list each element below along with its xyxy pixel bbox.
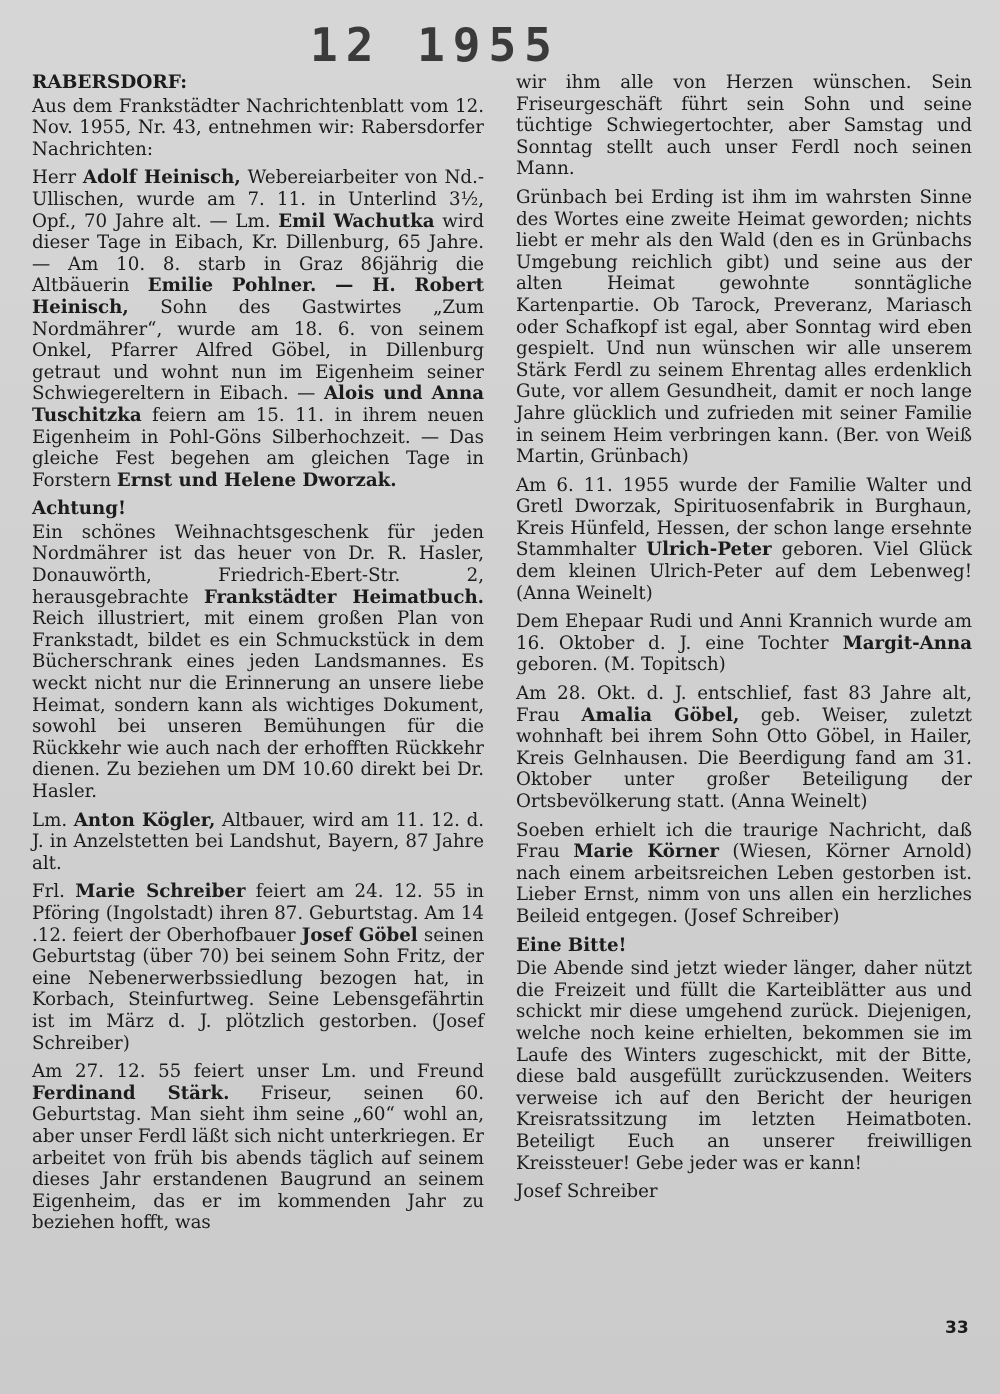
intro-paragraph: Aus dem Frankstädter Nachrichtenblatt vom 12. Nov. 1955, Nr. 43, entnehmen wir: Rabersdorfer Nachrichten:: [32, 95, 484, 160]
section-heading-achtung: Achtung!: [32, 498, 126, 520]
section-heading-rabersdorf: RABERSDORF:: [32, 72, 188, 93]
page-number: 33: [945, 1318, 969, 1338]
krannich-paragraph: Dem Ehepaar Rudi und Anni Krannich wurde am 16. Oktober d. J. eine Tochter Margit-Anna geboren. (M. Topitsch): [516, 611, 972, 676]
right-column: [516, 72, 972, 1210]
gruenbach-paragraph: Grünbach bei Erding ist ihm im wahrsten Sinne des Wortes eine zweite Heimat geworden; nichts liebt er mehr als den Wald (den es in Grünbachs Umgebung reichlich gibt) und seine aus der alten Heimat gewohnte sonntägliche Kartenpartie. Ob Tarock, Preveranz, Mariasch oder Schafkopf ist egal, aber Sonntag wird eben gespielt. Und nun wünschen wir alle unserem Stärk Ferdl zu seinem Ehrentag alles erdenklich Gute, vor allem Gesundheit, damit er noch lange Jahre glücklich und zufrieden mit seiner Familie in seinem Heim verbringen kann. (Ber. von Weiß Martin, Grünbach): [516, 186, 972, 468]
birthday-paragraph: Frl. Marie Schreiber feiert am 24. 12. 55 in Pföring (Ingolstadt) ihren 87. Geburtstag. Am 14 .12. feiert der Oberhofbauer Josef Göbel seinen Geburtstag (über 70) bei seinem Sohn Fritz, der eine Nebenerwerbssiedlung bezogen hat, in Korbach, Steinfurtweg. Seine Lebensgefährtin ist im März d. J. plötzlich gestorben. (Josef Schreiber): [32, 881, 484, 1054]
news-paragraph-rabersdorf: Herr Adolf Heinisch, Webereiarbeiter von Nd.-Ullischen, wurde am 7. 11. in Unterlind 3½, Opf., 70 Jahre alt. — Lm. Emil Wachutka wird dieser Tage in Eibach, Kr. Dillenburg, 65 Jahre. — Am 10. 8. starb in Graz 86jährig die Altbäuerin Emilie Pohlner. — H. Robert Heinisch, Sohn des Gastwirtes „Zum Nordmährer“, wurde am 18. 6. von seinem Onkel, Pfarrer Alfred Göbel, in Dillenburg getraut und wohnt nun im Eigenheim seiner Schwiegereltern in Eibach. — Alois und Anna Tuschitzka feiern am 15. 11. in ihrem neuen Eigenheim in Pohl-Göns Silberhochzeit. — Das gleiche Fest begehen am gleichen Tage in Forstern Ernst und Helene Dworzak.: [32, 167, 484, 491]
heimatbuch-paragraph: Ein schönes Weihnachtsgeschenk für jeden Nordmährer ist das heuer von Dr. R. Hasler, Donauwörth, Friedrich-Ebert-Str. 2, herausgebrachte Frankstädter Heimatbuch. Reich illustriert, mit einem großen Plan von Frankstadt, bildet es ein Schmuckstück in dem Bücherschrank eines jeden Landsmannes. Es weckt nicht nur die Erinnerung an unsere liebe Heimat, sondern kann als wichtiges Dokument, sowohl bei unseren Bemühungen für die Rückkehr wie auch nach der erhofften Rückkehr dienen. Zu beziehen um DM 10.60 direkt bei Dr. Hasler.: [32, 521, 485, 802]
obituary-koerner-paragraph: Soeben erhielt ich die traurige Nachricht, daß Frau Marie Körner (Wiesen, Körner Arnold) nach einem arbeitsreichen Leben gestorben ist. Lieber Ernst, nimm von uns allen ein herzliches Beileid entgegen. (Josef Schreiber): [516, 819, 972, 927]
signature: Josef Schreiber: [516, 1181, 658, 1203]
issue-date-stamp: 12 1955: [310, 18, 560, 72]
continuation-paragraph: wir ihm alle von Herzen wünschen. Sein Friseurgeschäft führt sein Sohn und seine tüchtige Schwiegertochter, aber Samstag und Sonntag stellt auch unser Ferdl noch seinen Mann.: [516, 72, 972, 180]
koegler-paragraph: Lm. Anton Kögler, Altbauer, wird am 11. 12. d. J. in Anzelstetten bei Landshut, Bayern, 87 Jahre alt.: [32, 809, 484, 874]
staerk-paragraph: Am 27. 12. 55 feiert unser Lm. und Freund Ferdinand Stärk. Friseur, seinen 60. Geburtstag. Man sieht ihm seine „60“ wohl an, aber unser Ferdl läßt sich nicht unterkriegen. Er arbeitet von früh bis abends täglich auf seinem dieses Jahr erstandenen Baugrund an seinem Eigenheim, das er im kommenden Jahr zu beziehen hofft, was: [32, 1061, 484, 1234]
request-paragraph: Die Abende sind jetzt wieder länger, daher nützt die Freizeit und füllt die Karteiblätter aus und schickt mir diese umgehend zurück. Diejenigen, welche noch keine erhielten, bekommen sie im Laufe des Winters zugeschickt, mit der Bitte, diese bald ausgefüllt zurückzusenden. Weiters verweise ich auf den Bericht der heurigen Kreisratssitzung im letzten Heimatboten. Beteiligt Euch an unserer freiwilligen Kreissteuer! Gebe jeder was er kann!: [516, 958, 972, 1174]
obituary-goebel-paragraph: Am 28. Okt. d. J. entschlief, fast 83 Jahre alt, Frau Amalia Göbel, geb. Weiser, zuletzt wohnhaft bei ihrem Sohn Otto Göbel, in Hailer, Kreis Gelnhausen. Die Beerdigung fand am 31. Oktober unter großer Beteiligung der Ortsbevölkerung statt. (Anna Weinelt): [516, 683, 972, 812]
left-column: [32, 72, 484, 1241]
section-heading-eine-bitte: Eine Bitte!: [516, 934, 627, 956]
birth-announcement-paragraph: Am 6. 11. 1955 wurde der Familie Walter und Gretl Dworzak, Spirituosenfabrik in Burghaun, Kreis Hünfeld, Hessen, der schon lange ersehnte Stammhalter Ulrich-Peter geboren. Viel Glück dem kleinen Ulrich-Peter auf dem Lebenweg! (Anna Weinelt): [516, 474, 972, 604]
